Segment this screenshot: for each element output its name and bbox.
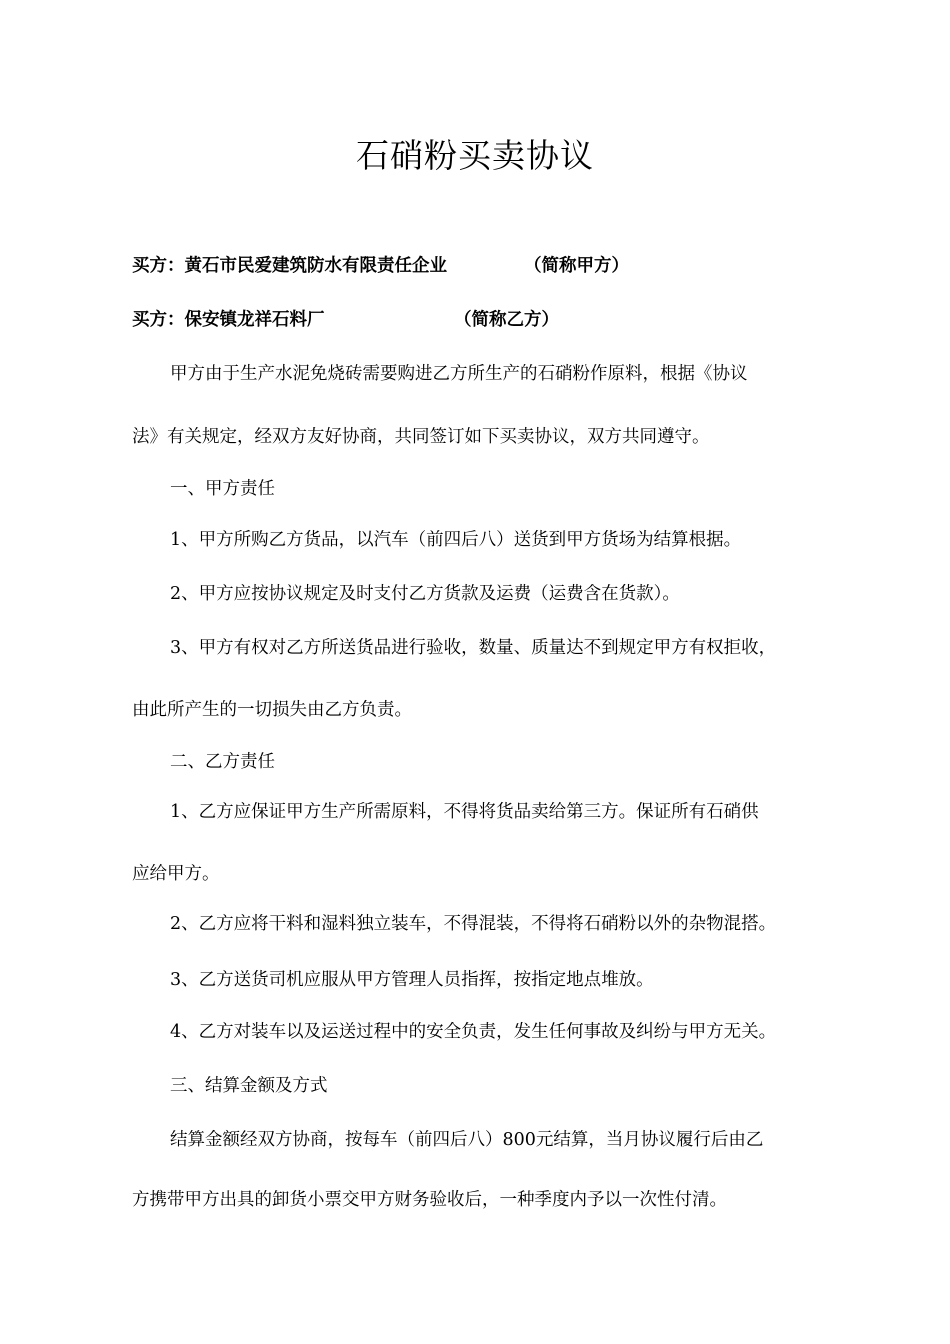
- party-b-line: [132, 306, 559, 331]
- section-3-para-line-2: 方携带甲方出具的卸货小票交甲方财务验收后，一种季度内予以一次性付清。: [132, 1190, 727, 1210]
- intro-line-2: 法》有关规定，经双方友好协商，共同签订如下买卖协议，双方共同遵守。: [132, 427, 710, 447]
- section-1-item-2: 2、甲方应按协议规定及时支付乙方货款及运费（运费含在货款）。: [170, 584, 680, 604]
- section-2-item-1-line-2: 应给甲方。: [132, 864, 220, 884]
- section-1-item-1: 1、甲方所购乙方货品，以汽车（前四后八）送货到甲方货场为结算根据。: [170, 530, 742, 550]
- section-2-item-3: 3、乙方送货司机应服从甲方管理人员指挥，按指定地点堆放。: [170, 970, 654, 990]
- section-2-item-1-line-1: 1、乙方应保证甲方生产所需原料，不得将货品卖给第三方。保证所有石硝供: [170, 802, 759, 822]
- section-3-heading: 三、结算金额及方式: [170, 1076, 328, 1096]
- party-b-abbr: （简称乙方）: [454, 310, 559, 330]
- document-title: 石硝粉买卖协议: [356, 136, 594, 175]
- section-2-heading: 二、乙方责任: [170, 752, 275, 772]
- section-3-para-line-1: 结算金额经双方协商，按每车（前四后八）800元结算，当月协议履行后由乙: [170, 1130, 764, 1150]
- section-2-item-2: 2、乙方应将干料和湿料独立装车，不得混装，不得将石硝粉以外的杂物混搭。: [170, 914, 777, 934]
- intro-line-1: 甲方由于生产水泥免烧砖需要购进乙方所生产的石硝粉作原料，根据《协议: [170, 364, 748, 384]
- section-1-item-3-line-1: 3、甲方有权对乙方所送货品进行验收，数量、质量达不到规定甲方有权拒收，: [170, 638, 777, 658]
- party-a-abbr: （简称甲方）: [524, 256, 629, 276]
- section-2-item-4: 4、乙方对装车以及运送过程中的安全负责，发生任何事故及纠纷与甲方无关。: [170, 1022, 777, 1042]
- section-1-heading: 一、甲方责任: [170, 479, 275, 499]
- section-1-item-3-line-2: 由此所产生的一切损失由乙方负责。: [132, 700, 412, 720]
- party-a-label: 买方：黄石市民爱建筑防水有限责任企业: [132, 256, 447, 276]
- party-a-line: [132, 252, 629, 277]
- party-b-label: 买方：保安镇龙祥石料厂: [132, 310, 325, 330]
